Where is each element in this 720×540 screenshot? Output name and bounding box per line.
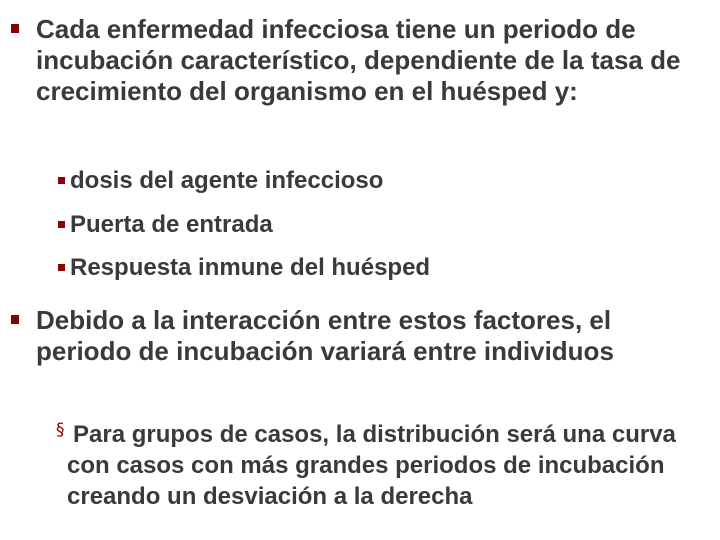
sub-bullet-text: Puerta de entrada <box>70 211 273 238</box>
section-sign-bullet-icon: § <box>56 420 65 440</box>
sub-bullet-text: Respuesta inmune del huésped <box>70 254 431 281</box>
square-bullet-icon <box>58 221 65 228</box>
sub-bullet-text: Para grupos de casos, la distribución será una curva con casos con más grandes periodos de incubación creando un desviación a la derecha <box>67 421 676 510</box>
sub-bullet-text: dosis del agente infeccioso <box>70 167 384 194</box>
bullet-text: Debido a la interacción entre estos factores, el periodo de incubación variará entre individuos <box>36 305 614 366</box>
square-bullet-icon <box>11 24 19 33</box>
square-bullet-icon <box>58 177 65 184</box>
square-bullet-icon <box>11 315 19 324</box>
bullet-text: Cada enfermedad infecciosa tiene un periodo de incubación característico, dependiente de la tasa de crecimiento del organismo en el huésped y: <box>36 14 681 106</box>
square-bullet-icon <box>58 264 65 271</box>
